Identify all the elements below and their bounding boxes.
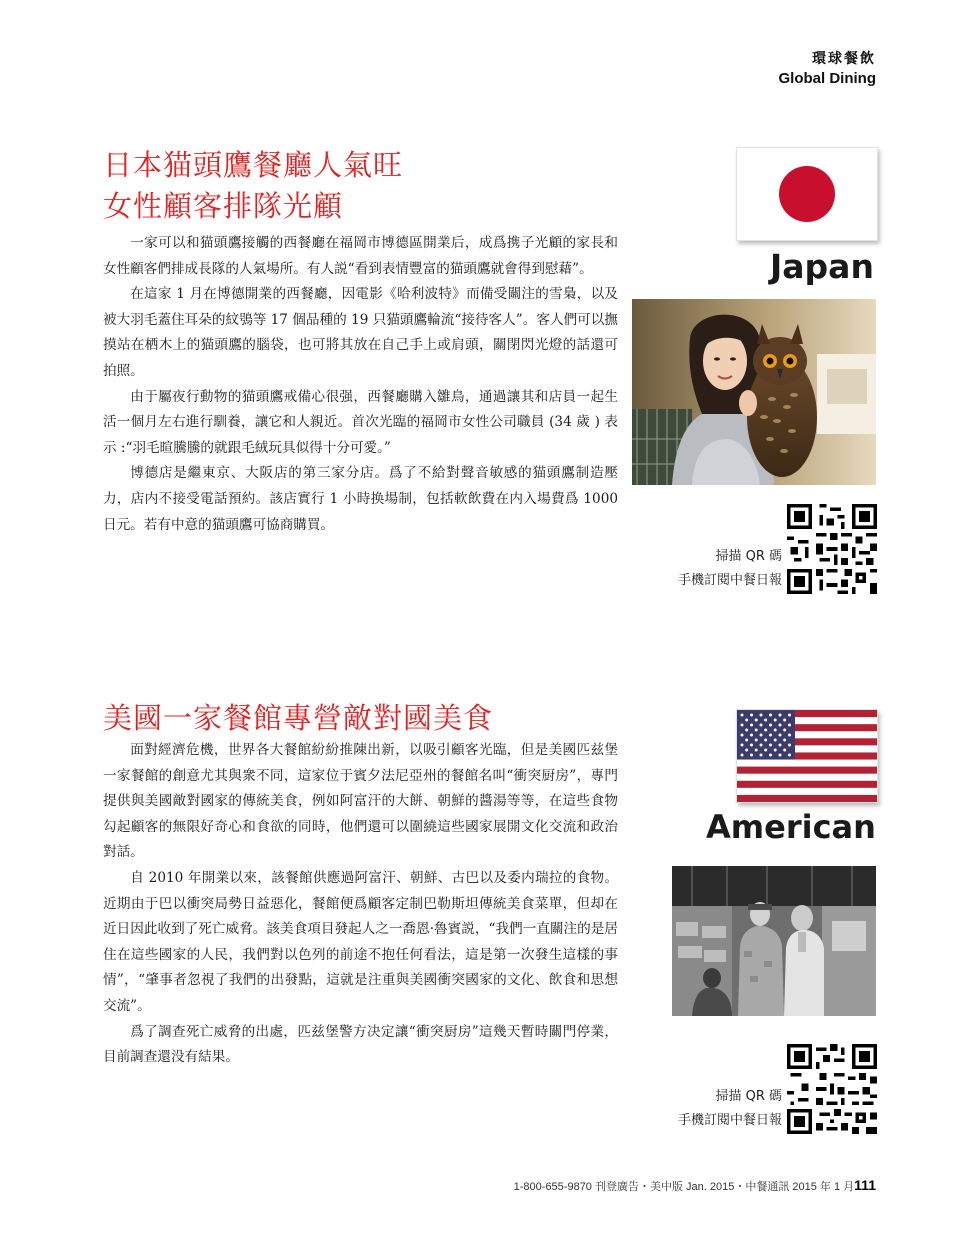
qr-caption-line1: 掃描 QR 碼 bbox=[715, 1089, 782, 1104]
japan-qr-caption bbox=[610, 545, 782, 593]
american-qr-code[interactable] bbox=[787, 1044, 877, 1138]
paragraph: 由于屬夜行動物的猫頭鷹戒備心很强，西餐廳購入雛鳥，通過讓其和店員一起生活一個月左右進行馴養，讓它和人親近。首次光臨的福岡市女性公司職員 (34 歲 ) 表示 :“羽毛暄騰騰的就跟毛絨玩具似得十分可愛。” bbox=[103, 388, 618, 456]
american-qr-caption bbox=[610, 1085, 782, 1133]
qr-caption-line1: 掃描 QR 碼 bbox=[715, 549, 782, 564]
paragraph: 自 2010 年開業以來，該餐館供應過阿富汗、朝鮮、古巴以及委内瑞拉的食物。近期由于巴以衝突局勢日益惡化，餐館便爲顧客定制巴勒斯坦傳統美食菜單，但却在近日因此收到了死亡威脅。該美食項目發起人之一喬恩·魯賓説，“我們一直關注的是居住在這些國家的人民，我們對以色列的前途不抱任何看法，這是第一次發生這樣的事情”，“肇事者忽視了我們的出發點，這就是注重與美國衝突國家的文化、飲食和思想交流”。 bbox=[103, 869, 618, 1014]
paragraph: 在這家 1 月在博德開業的西餐廳，因電影《哈利波特》而備受關注的雪梟，以及被大羽毛蓋住耳朵的紋鴞等 17 個品種的 19 只猫頭鷹輪流“接待客人”。客人們可以撫摸站在栖木上的猫頭鷹的腦袋，也可將其放在自己手上或肩頭，關閉閃光燈的話還可拍照。 bbox=[103, 286, 618, 379]
japan-qr-code[interactable] bbox=[787, 504, 877, 598]
us-flag-icon bbox=[737, 710, 877, 802]
american-article-body bbox=[103, 738, 618, 1071]
japan-country-label: Japan bbox=[770, 247, 874, 286]
qr-code-icon bbox=[787, 504, 877, 594]
paragraph: 博德店是繼東京、大阪店的第三家分店。爲了不給對聲音敏感的猫頭鷹制造壓力，店内不接受電話預約。該店實行 1 小時换場制，包括軟飲費在内入場費爲 1000 日元。若有中意的猫頭鷹可協商購買。 bbox=[103, 465, 618, 533]
footer-text: 1-800-655-9870 刊登廣告・美中版 Jan. 2015・中餐通訊 2015 年 1 月 bbox=[513, 1181, 855, 1193]
section-title-cn: 環球餐飲 bbox=[812, 51, 876, 67]
japan-headline-line2: 女性顧客排隊光顧 bbox=[103, 189, 344, 223]
page-number: 111 bbox=[854, 1177, 876, 1193]
paragraph: 面對經濟危機，世界各大餐館紛紛推陳出新，以吸引顧客光臨，但是美國匹兹堡一家餐館的創意尤其與衆不同，這家位于賓夕法尼亞州的餐館名叫“衝突厨房”，專門提供與美國敵對國家的傳統美食，例如阿富汗的大餅、朝鮮的醬湯等等，在這些食物勾起顧客的無限好奇心和食欲的同時，他們還可以圍繞這些國家展開文化交流和政治對話。 bbox=[103, 742, 618, 861]
qr-caption-line2: 手機訂閱中餐日報 bbox=[677, 1113, 782, 1128]
american-headline: 美國一家餐館專營敵對國美食 bbox=[103, 701, 494, 735]
japan-headline-line1: 日本猫頭鷹餐廳人氣旺 bbox=[103, 148, 404, 182]
japan-flag-sun bbox=[779, 166, 835, 222]
american-country-label: American bbox=[706, 808, 876, 846]
japan-headline bbox=[103, 145, 403, 227]
conflict-kitchen-illustration bbox=[672, 866, 876, 1016]
section-title-en: Global Dining bbox=[778, 70, 876, 87]
page-footer bbox=[514, 1177, 876, 1194]
owl-cafe-photo bbox=[632, 299, 876, 485]
owl-cafe-illustration bbox=[632, 299, 876, 485]
qr-caption-line2: 手機訂閱中餐日報 bbox=[677, 573, 782, 588]
conflict-kitchen-photo bbox=[672, 866, 876, 1016]
japan-flag bbox=[736, 147, 878, 241]
section-tag bbox=[779, 48, 877, 87]
paragraph: 爲了調查死亡威脅的出處，匹兹堡警方决定讓“衝突厨房”這幾天暫時關門停業，目前調查還没有結果。 bbox=[103, 1023, 618, 1066]
qr-code-icon bbox=[787, 1044, 877, 1134]
american-flag bbox=[736, 709, 878, 803]
paragraph: 一家可以和猫頭鷹接觸的西餐廳在福岡市博德區開業后，成爲携子光顧的家長和女性顧客們排成長隊的人氣場所。有人説“看到表情豐富的猫頭鷹就會得到慰藉”。 bbox=[103, 235, 618, 277]
japan-article-body bbox=[103, 231, 618, 538]
